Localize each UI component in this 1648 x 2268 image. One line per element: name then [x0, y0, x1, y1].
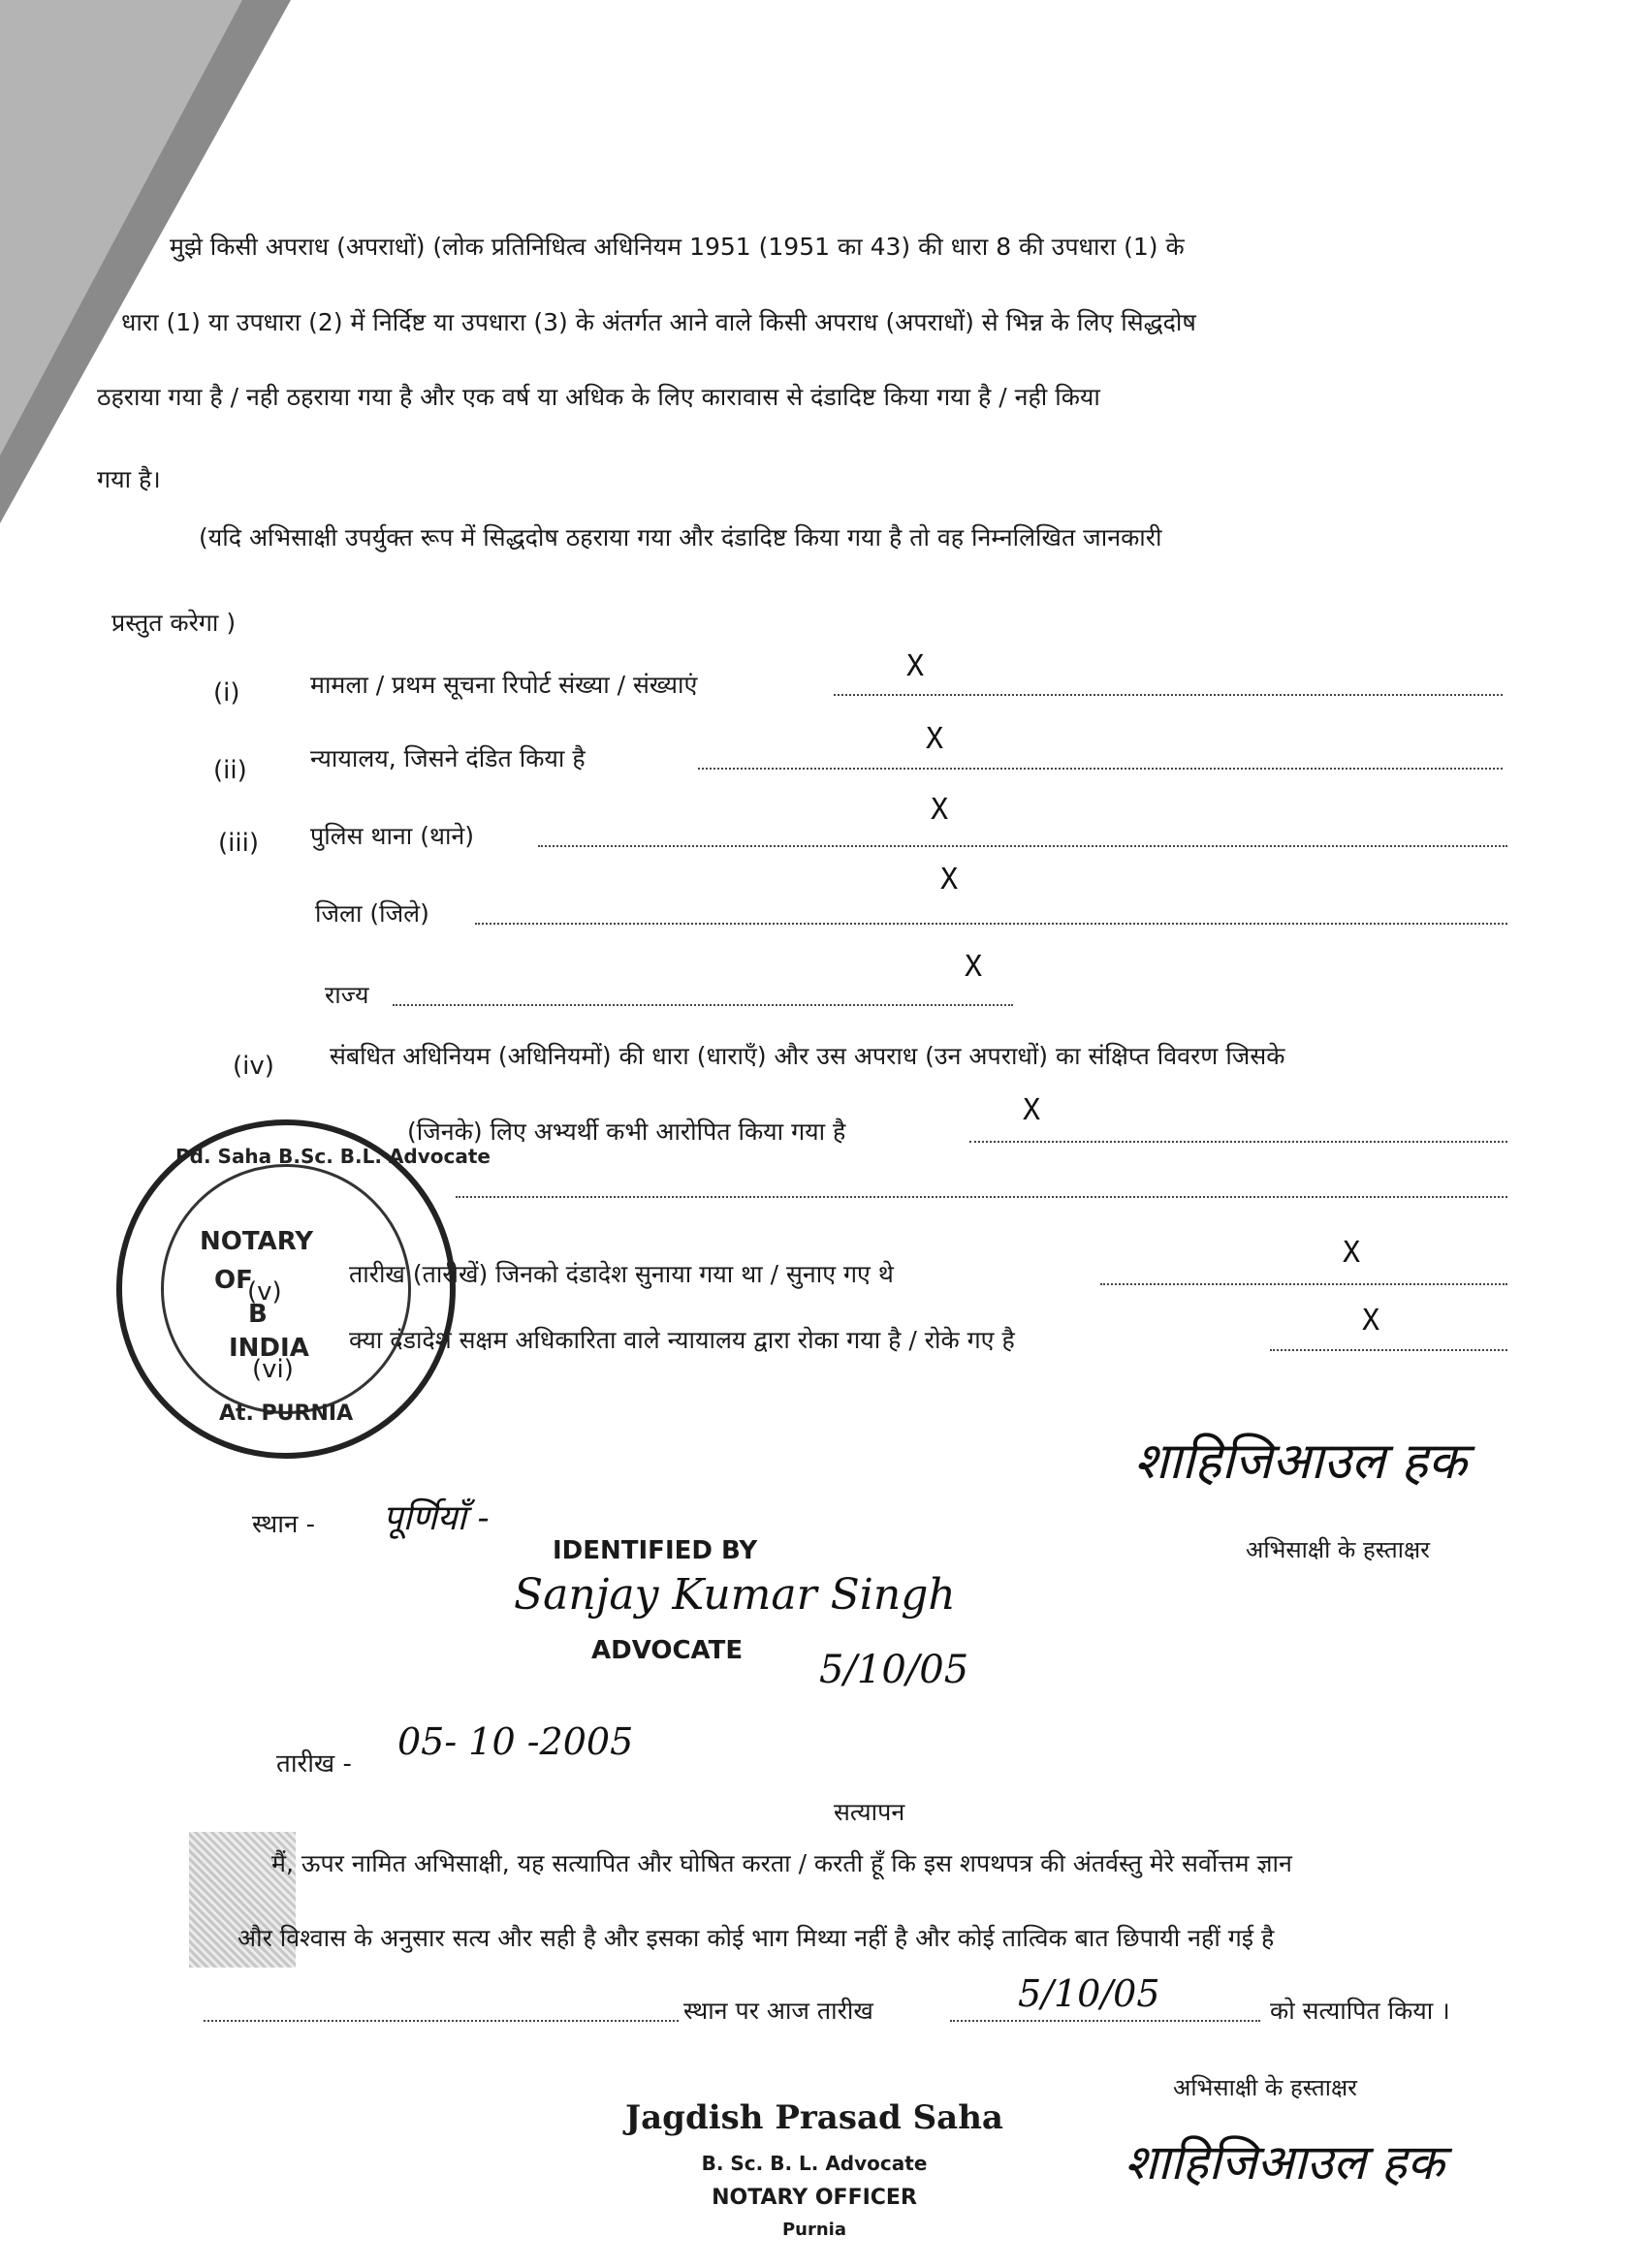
item-ii-number: (ii): [213, 756, 247, 785]
verification-line-3-suffix: को सत्यापित किया ।: [1270, 1997, 1450, 2025]
item-iv-dotted-line: [969, 1137, 1507, 1143]
verification-line-2: और विश्वास के अनुसार सत्य और सही है और इसका कोई भाग मिथ्या नहीं है और कोई तात्विक बात छिपायी नहीं गई है: [238, 1924, 1275, 1952]
body-line-4: गया है।: [97, 465, 161, 493]
deponent-signature-label-1: अभिसाक्षी के हस्ताक्षर: [1246, 1536, 1430, 1563]
item-vi-text: क्या दंडादेश सक्षम अधिकारिता वाले न्यायालय द्वारा रोका गया है / रोके गए है: [349, 1326, 1015, 1354]
item-i-text: मामला / प्रथम सूचना रिपोर्ट संख्या / संख्याएं: [310, 671, 698, 699]
verification-heading: सत्यापन: [834, 1798, 905, 1826]
advocate-label: ADVOCATE: [591, 1636, 744, 1665]
place-value: पूर्णियाँ -: [383, 1498, 490, 1538]
deponent-signature-1: शाहिजिआउल हक: [1134, 1433, 1467, 1491]
body-line-2: धारा (1) या उपधारा (2) में निर्दिष्ट या उपधारा (3) के अंतर्गत आने वाले किसी अपराध (अपराधों) से भिन्न के लिए सिद्धदोष: [121, 308, 1196, 336]
item-i-dotted-line: [834, 690, 1503, 696]
body-line-3: ठहराया गया है / नही ठहराया गया है और एक वर्ष या अधिक के लिए कारावास से दंडादिष्ट किया गया है / नही किया: [97, 383, 1100, 411]
notary-title: NOTARY OFFICER: [712, 2186, 917, 2210]
item-i-cross: X: [906, 649, 925, 683]
item-vi-number: (vi): [252, 1355, 294, 1384]
item-iv-text-2: (जिनके) लिए अभ्यर्थी कभी आरोपित किया गया है: [407, 1118, 846, 1146]
state-cross: X: [965, 950, 983, 984]
item-v-dotted-line: [1100, 1279, 1507, 1285]
item-iv-text-1: संबधित अधिनियम (अधिनियमों) की धारा (धाराएँ) और उस अपराध (उन अपराधों) का संक्षिप्त विवरण जिसके: [330, 1042, 1285, 1070]
deponent-signature-2: शाहिजिआउल हक: [1125, 2134, 1444, 2190]
district-dotted-line: [475, 919, 1507, 925]
item-iii-dotted-line: [538, 841, 1507, 847]
advocate-date: 5/10/05: [819, 1648, 969, 1692]
item-iv-cross: X: [1023, 1093, 1041, 1127]
identified-by-label: IDENTIFIED BY: [553, 1536, 758, 1565]
item-vi-cross: X: [1362, 1304, 1380, 1338]
notary-seal: [116, 1119, 491, 1459]
seal-top-text: Pd. Saha B.Sc. B.L. Advocate: [175, 1145, 491, 1168]
item-i-number: (i): [213, 678, 240, 708]
item-ii-cross: X: [926, 722, 944, 756]
date-value: 05- 10 -2005: [397, 1720, 634, 1763]
item-iv-dotted-line-2: [456, 1192, 1507, 1198]
seal-line-india: INDIA: [229, 1334, 309, 1363]
seal-line-of: OF: [214, 1266, 253, 1295]
seal-line-notary: NOTARY: [200, 1227, 314, 1256]
item-ii-dotted-line: [698, 764, 1503, 770]
item-iii-number: (iii): [218, 829, 259, 858]
state-dotted-line: [393, 1000, 1013, 1006]
verification-line-1: मैं, ऊपर नामित अभिसाक्षी, यह सत्यापित और घोषित करता / करती हूँ कि इस शपथपत्र की अंतर्वस्तु मेरे सर्वोत्तम ज्ञान: [271, 1849, 1292, 1877]
verification-place-dotted-line: [204, 2016, 679, 2022]
deponent-signature-label-2: अभिसाक्षी के हस्ताक्षर: [1173, 2074, 1357, 2101]
item-iv-number: (iv): [233, 1052, 274, 1081]
verification-line-3-prefix: स्थान पर आज तारीख: [683, 1997, 873, 2025]
verification-date-dotted-line: [950, 2016, 1260, 2022]
state-label: राज्य: [325, 981, 369, 1009]
seal-line-b: B: [248, 1300, 268, 1329]
verification-date-handwritten: 5/10/05: [1018, 1972, 1160, 2015]
date-label: तारीख -: [276, 1749, 352, 1779]
body-line-5: (यदि अभिसाक्षी उपर्युक्त रूप में सिद्धदोष ठहराया गया और दंडादिष्ट किया गया है तो वह निम्नलिखित जानकारी: [199, 523, 1162, 551]
item-vi-dotted-line: [1270, 1345, 1507, 1351]
item-v-number: (v): [247, 1277, 282, 1307]
item-iii-cross: X: [931, 793, 949, 827]
item-v-text: तारीख (तारीखें) जिनको दंडादेश सुनाया गया था / सुनाए गए थे: [349, 1260, 894, 1288]
item-ii-text: न्यायालय, जिसने दंडित किया है: [310, 744, 586, 772]
item-v-cross: X: [1343, 1236, 1361, 1270]
seal-bottom-text: At. PURNIA: [219, 1402, 354, 1426]
notary-name: Jagdish Prasad Saha: [625, 2098, 1003, 2137]
advocate-signature: Sanjay Kumar Singh: [514, 1570, 956, 1620]
district-cross: X: [940, 863, 959, 897]
notary-seal-inner-ring: [161, 1164, 411, 1414]
place-label: स्थान -: [252, 1510, 316, 1539]
item-iii-text: पुलिस थाना (थाने): [310, 822, 475, 850]
notary-qualification: B. Sc. B. L. Advocate: [701, 2152, 928, 2175]
notary-place: Purnia: [781, 2220, 846, 2240]
body-line-1: मुझे किसी अपराध (अपराधों) (लोक प्रतिनिधित्व अधिनियम 1951 (1951 का 43) की धारा 8 की उपधारा (1) के: [170, 233, 1185, 261]
district-label: जिला (जिले): [315, 899, 429, 928]
body-line-6: प्रस्तुत करेगा ): [111, 609, 237, 637]
